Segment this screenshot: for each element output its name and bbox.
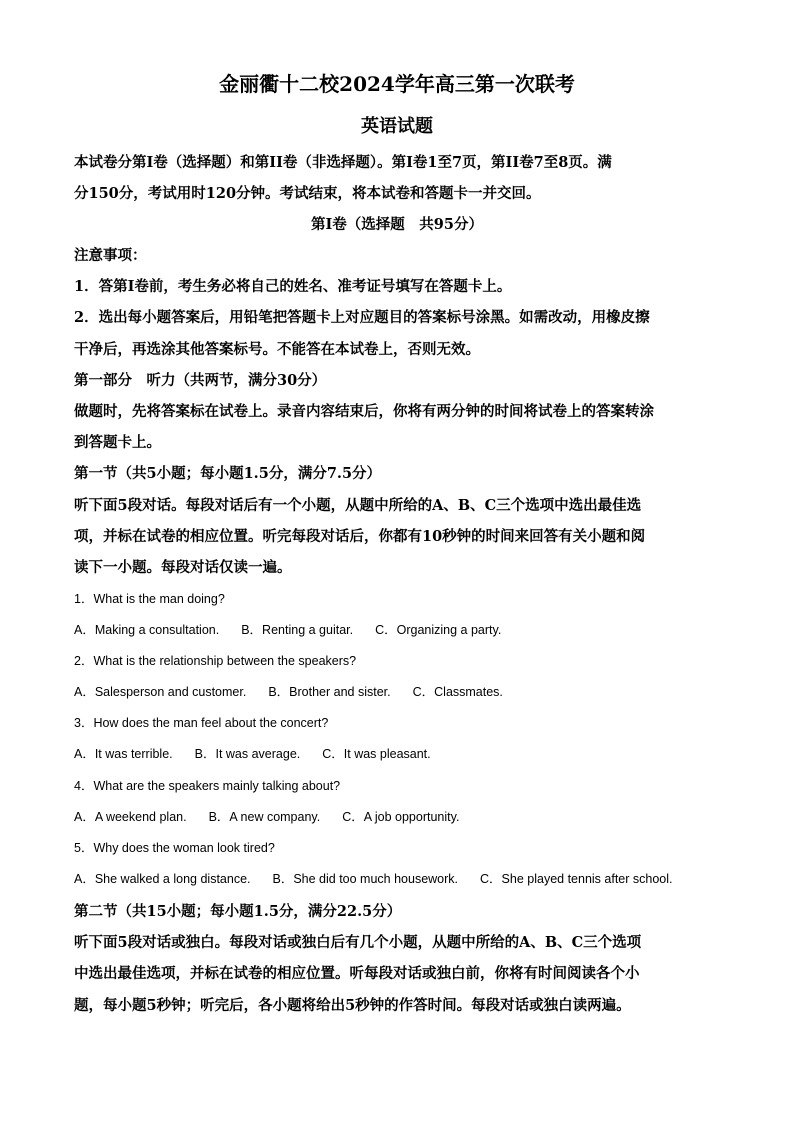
- question-options: [74, 682, 724, 700]
- listening-heading: 第一部分 听力（共两节，满分30分）: [74, 372, 327, 389]
- intro-line: 分150分，考试用时120分钟。考试结束，将本试卷和答题卡一并交回。: [74, 185, 541, 202]
- notice-line: 1．答第I卷前，考生务必将自己的姓名、准考证号填写在答题卡上。: [74, 278, 512, 295]
- listening-intro-line: 到答题卡上。: [74, 434, 161, 451]
- notice-line: 2．选出每小题答案后，用铅笔把答题卡上对应题目的答案标号涂黑。如需改动，用橡皮擦: [74, 309, 650, 326]
- question-stem: 1．What is the man doing?: [74, 592, 225, 606]
- option-c: C．It was pleasant.: [322, 747, 431, 761]
- section2-intro-line: 中选出最佳选项，并标在试卷的相应位置。听每段对话或独白前，你将有时间阅读各个小: [74, 965, 640, 982]
- option-b: B．Brother and sister.: [268, 685, 391, 699]
- option-a: A．Salesperson and customer.: [74, 685, 247, 699]
- question-stem: 5．Why does the woman look tired?: [74, 841, 275, 855]
- option-a: A．A weekend plan.: [74, 810, 187, 824]
- question-stem: 3．How does the man feel about the concert?: [74, 716, 329, 730]
- question-stem: 2．What is the relationship between the speakers?: [74, 654, 357, 668]
- intro-line: 本试卷分第I卷（选择题）和第II卷（非选择题）。第I卷1至7页，第II卷7至8页。满: [74, 154, 612, 171]
- notice-heading: 注意事项：: [74, 247, 147, 264]
- section2-heading: 第二节（共15小题；每小题1.5分，满分22.5分）: [74, 903, 402, 920]
- question-options: [74, 620, 724, 638]
- exam-subtitle: 英语试题: [361, 116, 433, 137]
- option-b: B．Renting a guitar.: [241, 623, 354, 637]
- section2-intro-line: 听下面5段对话或独白。每段对话或独白后有几个小题，从题中所给的A、B、C三个选项: [74, 934, 642, 951]
- question-options: [74, 869, 724, 887]
- option-c: C．A job opportunity.: [342, 810, 460, 824]
- option-b: B．It was average.: [194, 747, 301, 761]
- option-b: B．She did too much housework.: [272, 872, 459, 886]
- part1-heading: 第I卷（选择题 共95分）: [311, 216, 483, 233]
- notice-line: 干净后，再选涂其他答案标号。不能答在本试卷上，否则无效。: [74, 341, 480, 358]
- section2-intro-line: 题，每小题5秒钟；听完后，各小题将给出5秒钟的作答时间。每段对话或独白读两遍。: [74, 997, 631, 1014]
- option-a: A．Making a consultation.: [74, 623, 220, 637]
- option-c: C．She played tennis after school.: [480, 872, 673, 886]
- option-c: C．Classmates.: [412, 685, 503, 699]
- option-b: B．A new company.: [208, 810, 321, 824]
- question-options: [74, 744, 724, 762]
- listening-intro-line: 做题时，先将答案标在试卷上。录音内容结束后，你将有两分钟的时间将试卷上的答案转涂: [74, 403, 654, 420]
- question-stem: 4．What are the speakers mainly talking about?: [74, 779, 341, 793]
- section1-intro-line: 读下一小题。每段对话仅读一遍。: [74, 559, 292, 576]
- question-options: [74, 807, 724, 825]
- option-a: A．It was terrible.: [74, 747, 173, 761]
- option-a: A．She walked a long distance.: [74, 872, 251, 886]
- exam-title: 金丽衢十二校2024学年高三第一次联考: [219, 72, 575, 96]
- option-c: C．Organizing a party.: [375, 623, 502, 637]
- section1-heading: 第一节（共5小题；每小题1.5分，满分7.5分）: [74, 465, 382, 482]
- section1-intro-line: 项，并标在试卷的相应位置。听完每段对话后，你都有10秒钟的时间来回答有关小题和阅: [74, 528, 646, 545]
- section1-intro-line: 听下面5段对话。每段对话后有一个小题，从题中所给的A、B、C三个选项中选出最佳选: [74, 497, 642, 514]
